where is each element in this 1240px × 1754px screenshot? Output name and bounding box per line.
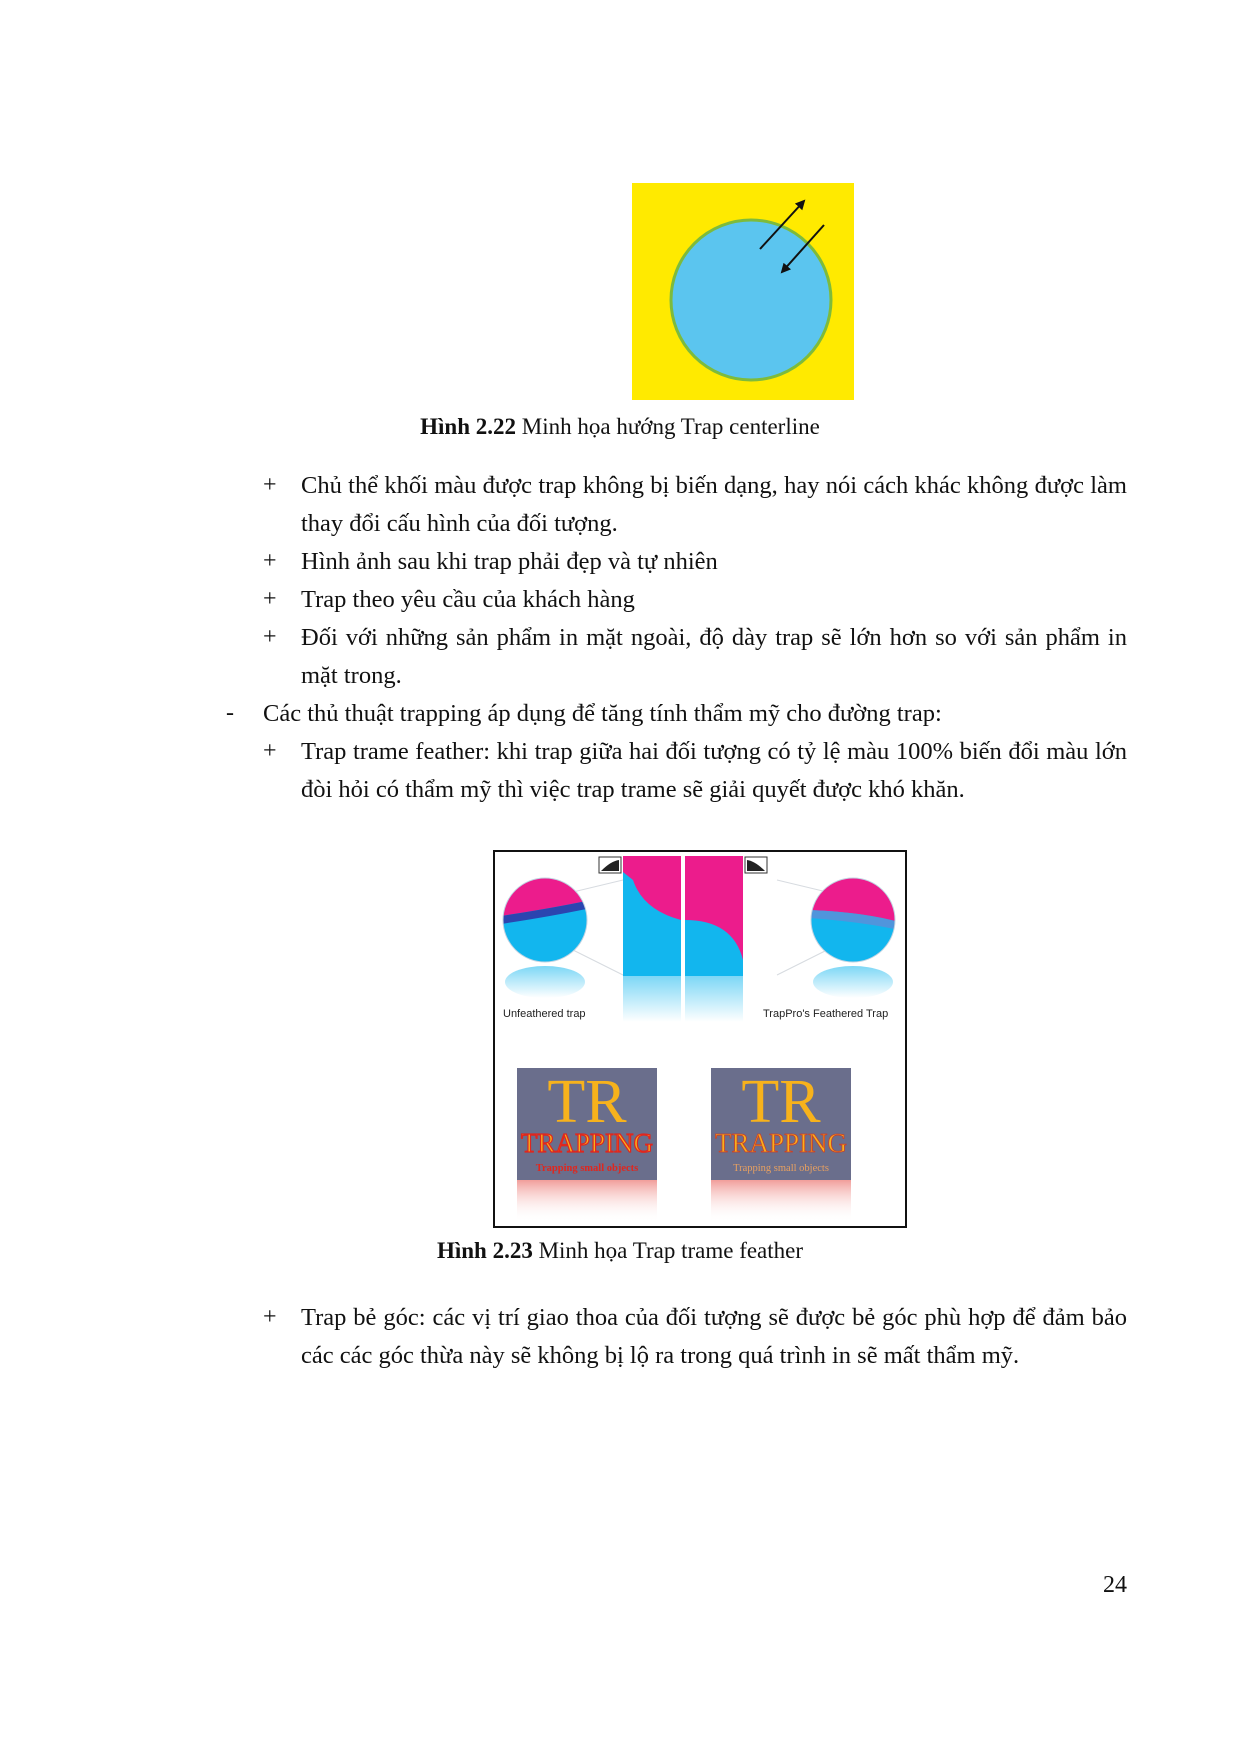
svg-text:TRAPPING: TRAPPING: [520, 1128, 654, 1158]
bullet-marker: +: [263, 738, 277, 764]
trap-feather-figure: [493, 850, 907, 1228]
svg-text:TRAPPING: TRAPPING: [714, 1128, 848, 1158]
svg-text:TR: TR: [741, 1068, 821, 1136]
bullet-marker: +: [263, 472, 277, 498]
svg-text:Trapping small objects: Trapping small objects: [733, 1163, 829, 1174]
feathered-panel: [685, 856, 743, 1022]
list-item: Trap bẻ góc: các vị trí giao thoa của đối tượng sẽ được bẻ góc phù hợp để đảm bảo các các góc thừa này sẽ không bị lộ ra trong quá trình in sẽ mất thẩm mỹ.: [301, 1304, 1127, 1369]
list-item: Các thủ thuật trapping áp dụng để tăng tính thẩm mỹ cho đường trap:: [263, 700, 942, 727]
unfeathered-panel: [623, 856, 681, 1022]
figure-2-23-caption: Hình 2.23 Minh họa Trap trame feather: [436, 1238, 804, 1263]
list-item: Trap trame feather: khi trap giữa hai đối tượng có tỷ lệ màu 100% biến đổi màu lớn đòi hỏi có thẩm mỹ thì việc trap trame sẽ giải quyết được khó khăn.: [301, 738, 1127, 803]
feathered-tile: [711, 1068, 851, 1222]
svg-text:Trapping small objects: Trapping small objects: [535, 1163, 639, 1174]
bullet-marker: +: [263, 548, 277, 574]
right-label: TrapPro's Feathered Trap: [763, 1008, 889, 1020]
page-number: 24: [1103, 1572, 1127, 1598]
list-item: Chủ thể khối màu được trap không bị biến dạng, hay nói cách khác không được làm thay đổi cấu hình của đối tượng.: [301, 472, 1127, 537]
list-item: Hình ảnh sau khi trap phải đẹp và tự nhiên: [301, 548, 718, 575]
bullet-marker: +: [263, 1304, 277, 1330]
svg-text:TR: TR: [547, 1068, 627, 1136]
unfeathered-tile: [517, 1068, 657, 1222]
dash-marker: -: [226, 700, 234, 726]
trap-centerline-figure: [632, 183, 854, 400]
list-item: Đối với những sản phẩm in mặt ngoài, độ dày trap sẽ lớn hơn so với sản phẩm in mặt trong.: [301, 624, 1127, 689]
bullet-marker: +: [263, 624, 277, 650]
figure-2-22-caption: Hình 2.22 Minh họa hướng Trap centerline: [420, 414, 820, 439]
left-label: Unfeathered trap: [503, 1008, 586, 1020]
bullet-marker: +: [263, 586, 277, 612]
list-item: Trap theo yêu cầu của khách hàng: [301, 586, 635, 613]
